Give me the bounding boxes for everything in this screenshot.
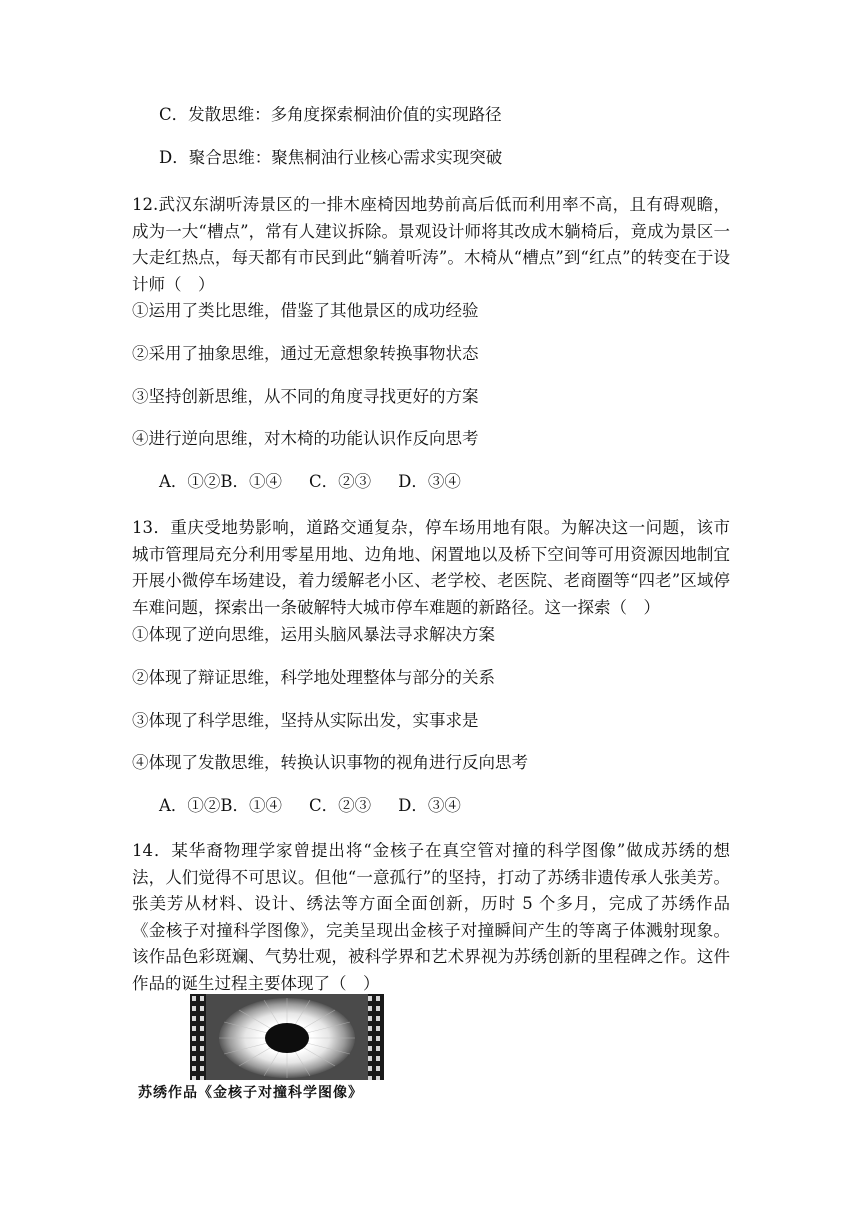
q14-stem: 14．某华裔物理学家曾提出将“金核子在真空管对撞的科学图像”做成苏绣的想法，人们觉得不可思议。但他“一意孤行”的坚持，打动了苏绣非遗传承人张美芳。张美芳从材料、设计、绣法等方面全面创新，历时 5 个多月，完成了苏绣作品《金核子对撞科学图像》，完美呈现出金核子对撞瞬间产生的等离子体溅射现象。该作品色彩斑斓、气势壮观，被科学界和艺术界视为苏绣创新的里程碑之作。这件作品的诞生过程主要体现了（ ）: [132, 841, 730, 993]
q12-stem: 12.武汉东湖听涛景区的一排木座椅因地势前高后低而利用率不高，且有碍观瞻，成为一大“槽点”，常有人建议拆除。景观设计师将其改成木躺椅后，竟成为景区一大走红热点，每天都有市民到此“躺着听涛”。木椅从“槽点”到“红点”的转变在于设计师（ ）: [132, 195, 730, 294]
figure-caption: 苏绣作品《金核子对撞科学图像》: [138, 1085, 363, 1101]
q12-statement-1: ①运用了类比思维，借鉴了其他景区的成功经验: [132, 301, 479, 320]
q12-answer-options[interactable]: A．①②B．①④ C．②③ D．③④: [159, 472, 461, 491]
q13-statement-1: ①体现了逆向思维，运用头脑风暴法寻求解决方案: [132, 625, 495, 644]
q12-statement-3: ③坚持创新思维，从不同的角度寻找更好的方案: [132, 387, 479, 406]
q13-stem: 13．重庆受地势影响，道路交通复杂，停车场用地有限。为解决这一问题，该市城市管理局充分利用零星用地、边角地、闲置地以及桥下空间等可用资源因地制宜开展小微停车场建设，着力缓解老小区、老学校、老医院、老商圈等“四老”区域停车难问题，探索出一条破解特大城市停车难题的新路径。这一探索（ ）: [132, 518, 730, 617]
q13-statement-2: ②体现了辩证思维，科学地处理整体与部分的关系: [132, 668, 495, 687]
q13-statement-4: ④体现了发散思维，转换认识事物的视角进行反向思考: [132, 753, 528, 772]
q12-statement-4: ④进行逆向思维，对木椅的功能认识作反向思考: [132, 429, 479, 448]
q13-statement-3: ③体现了科学思维，坚持从实际出发，实事求是: [132, 711, 479, 730]
q12-statement-2: ②采用了抽象思维，通过无意想象转换事物状态: [132, 344, 479, 363]
q13-answer-options[interactable]: A．①②B．①④ C．②③ D．③④: [159, 796, 461, 815]
q11-option-c[interactable]: C．发散思维：多角度探索桐油价值的实现路径: [159, 105, 502, 124]
q11-option-d[interactable]: D．聚合思维：聚焦桐油行业核心需求实现突破: [159, 148, 503, 167]
